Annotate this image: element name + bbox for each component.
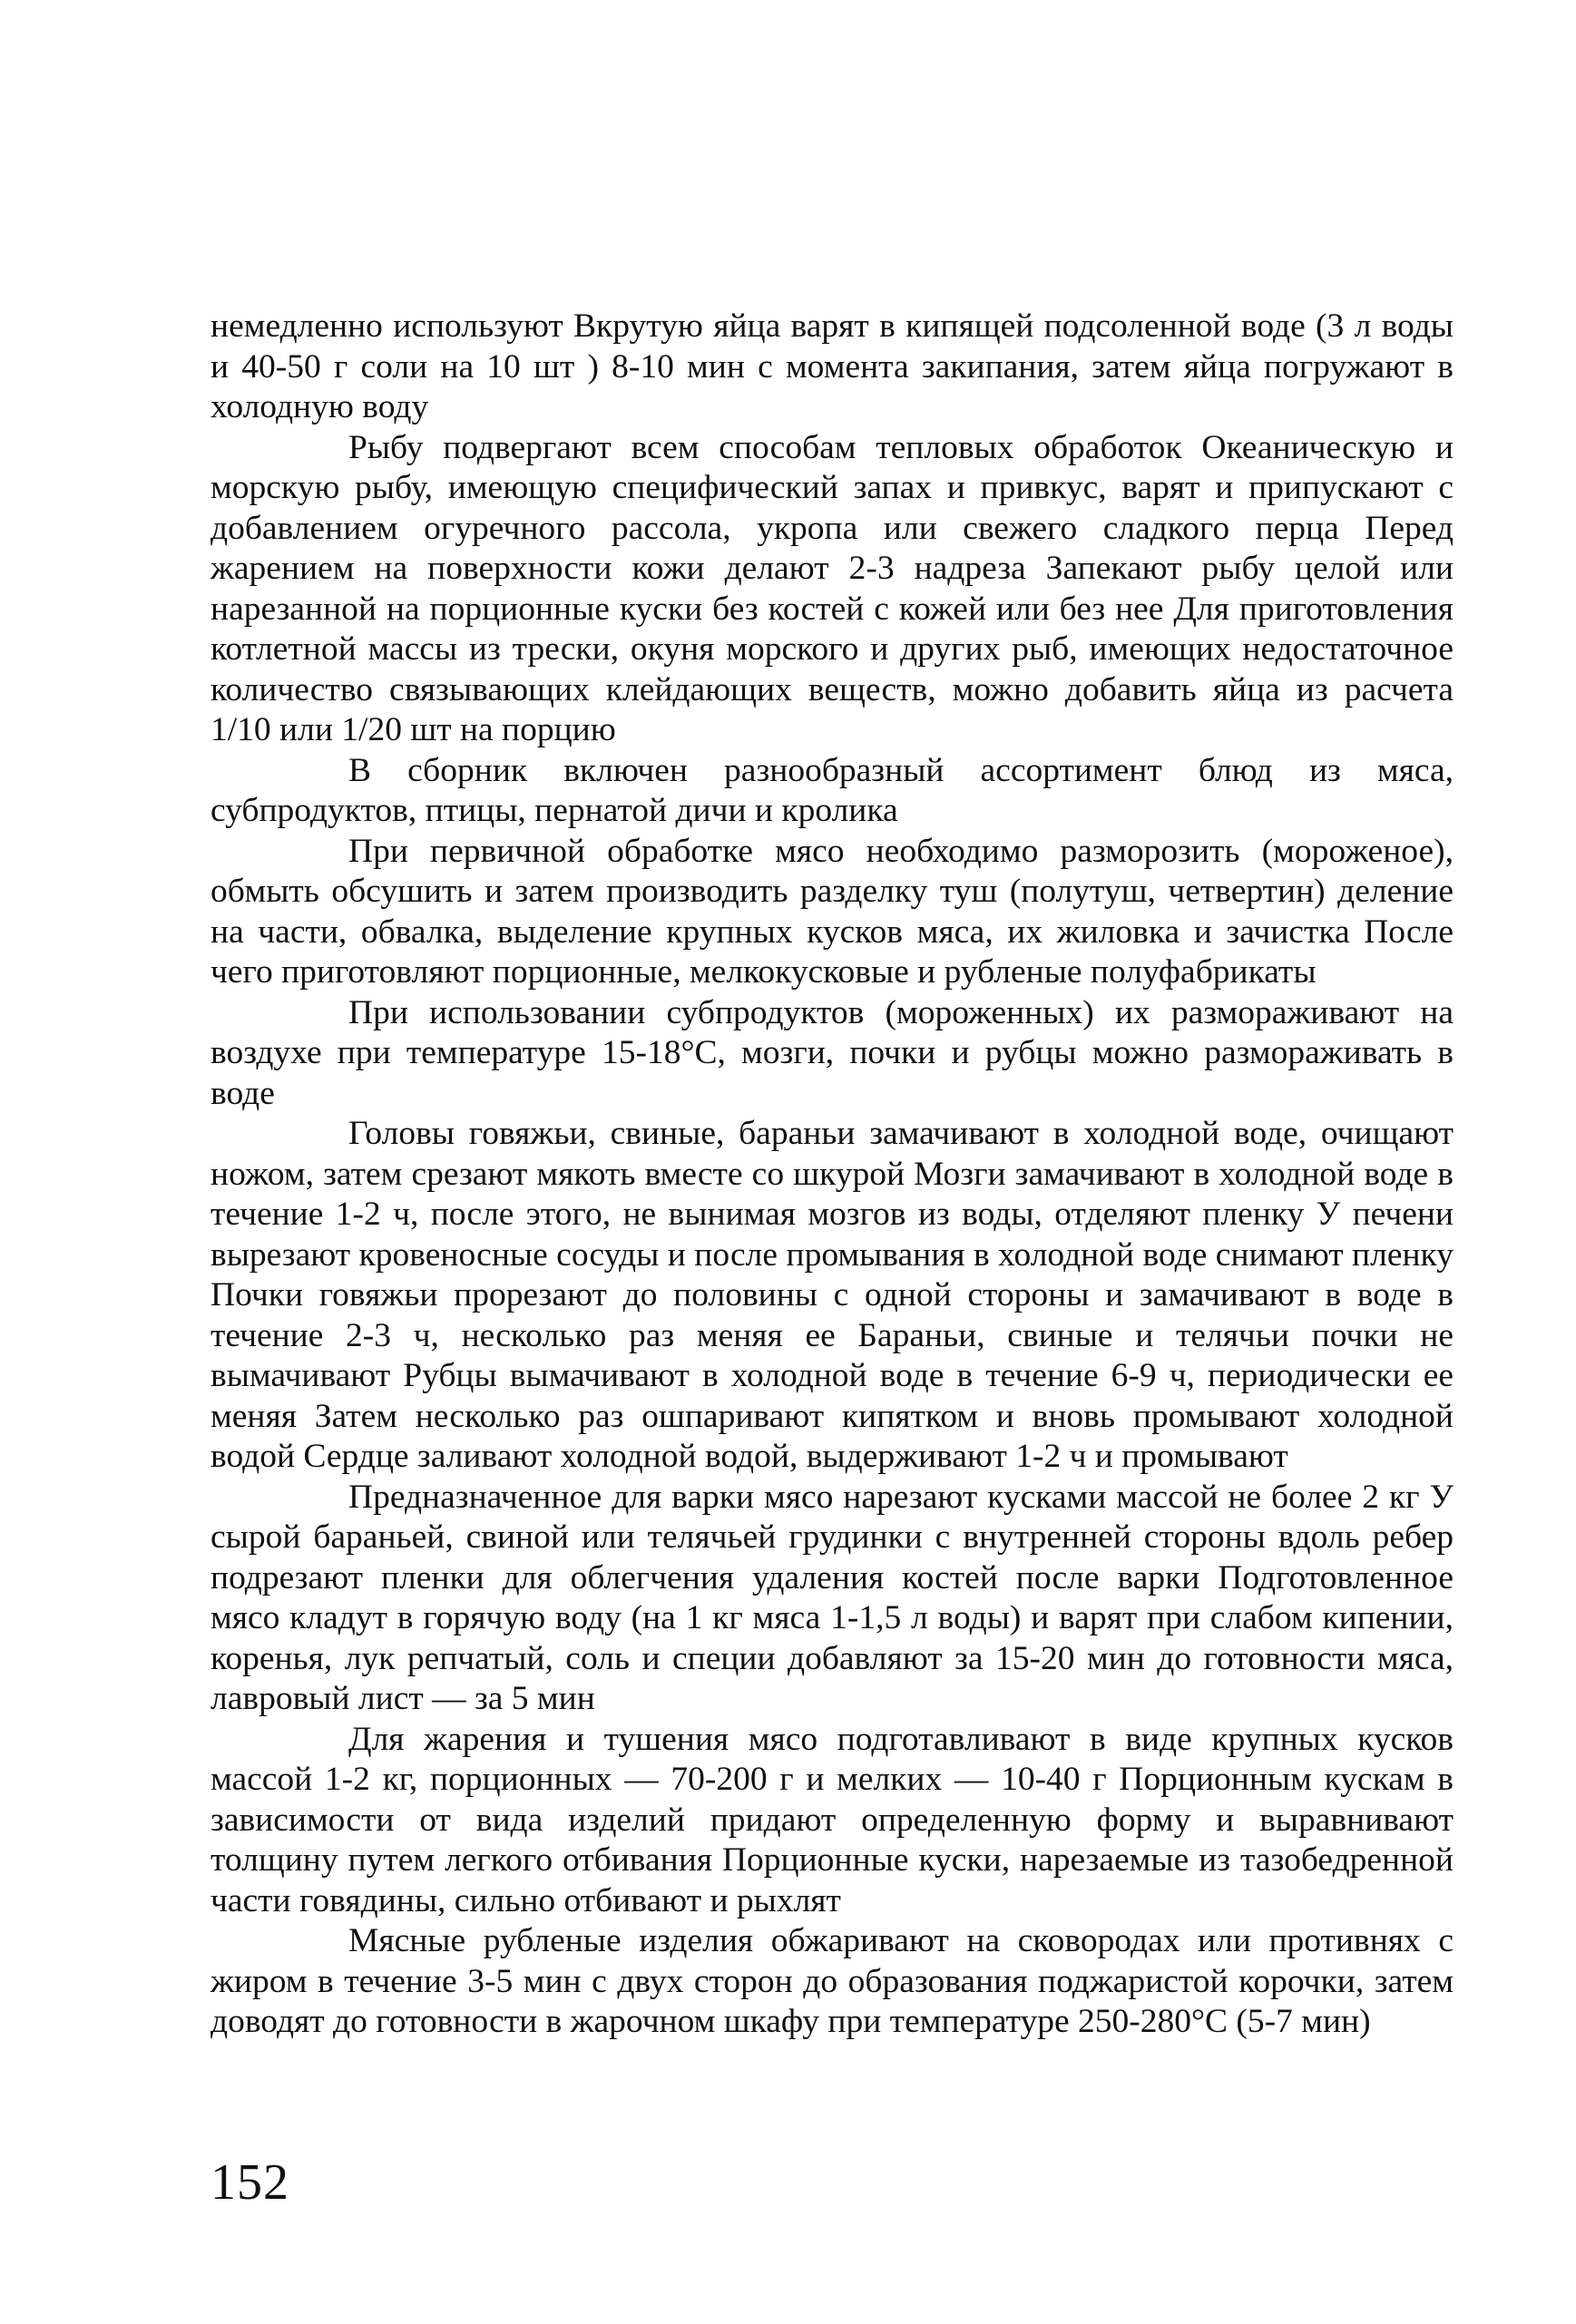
paragraph: Головы говяжьи, свиные, бараньи замачивают в холодной воде, очищают ножом, затем срезают мякоть вместе со шкурой Мозги замачивают в холодной воде в течение 1-2 ч, после этого, не вынимая мозгов из воды, отделяют пленку У печени вырезают кровеносные сосуды и после промывания в холодной воде снимают пленку Почки говяжьи прорезают до половины с одной стороны и замачивают в воде в течение 2-3 ч, несколько раз меняя ее Бараньи, свиные и телячьи почки не вымачивают Рубцы вымачивают в холодной воде в течение 6-9 ч, периодически ее меняя Затем несколько раз ошпаривают кипятком и вновь промывают холодной водой Сердце заливают холодной водой, выдерживают 1-2 ч и промывают xyxy=(210,1115,1454,1475)
paragraph: При использовании субпродуктов (мороженных) их размораживают на воздухе при температуре 15-18°С, мозги, почки и рубцы можно размораживать в воде xyxy=(210,993,1454,1112)
paragraph: немедленно используют Вкрутую яйца варят в кипящей подсоленной воде (3 л воды и 40-50 г соли на 10 шт ) 8-10 мин с момента закипания, затем яйца погружают в холодную воду xyxy=(210,308,1454,425)
paragraph: При первичной обработке мясо необходимо разморозить (мороженое), обмыть обсушить и затем производить разделку туш (полутуш, четвертин) деление на части, обвалка, выделение крупных кусков мяса, их жиловка и зачистка После чего приготовляют порционные, мелкокусковые и рубленые полуфабрикаты xyxy=(210,832,1454,991)
paragraph: Рыбу подвергают всем способам тепловых обработок Океаническую и морскую рыбу, имеющую специфический запах и привкус, варят и припускают с добавлением огуречного рассола, укропа или свежего сладкого перца Перед жарением на поверхности кожи делают 2-3 надреза Запекают рыбу целой или нарезанной на порционные куски без костей с кожей или без нее Для приготовления котлетной массы из трески, окуня морского и других рыб, имеющих недостаточное количество связывающих клейдающих веществ, можно добавить яйца из расчета 1/10 или 1/20 шт на порцию xyxy=(210,428,1454,748)
paragraph: Для жарения и тушения мясо подготавливают в виде крупных кусков массой 1-2 кг, порционных — 70-200 г и мелких — 10-40 г Порционным кускам в зависимости от вида изделий придают определенную форму и выравнивают толщину путем легкого отбивания Порционные куски, нарезаемые из тазобедренной части говядины, сильно отбивают и рыхлят xyxy=(210,1720,1454,1919)
paragraph: Мясные рубленые изделия обжаривают на сковородах или противнях с жиром в течение 3-5 мин с двух сторон до образования поджаристой корочки, затем доводят до готовности в жарочном шкафу при температуре 250-280°С (5-7 мин) xyxy=(210,1922,1454,2040)
paragraph: В сборник включен разнообразный ассортимент блюд из мяса, субпродуктов, птицы, пернатой дичи и кролика xyxy=(210,751,1454,829)
paragraph: Предназначенное для варки мясо нарезают кусками массой не более 2 кг У сырой бараньей, свиной или телячьей грудинки с внутренней стороны вдоль ребер подрезают пленки для облегчения удаления костей после варки Подготовленное мясо кладут в горячую воду (на 1 кг мяса 1-1,5 л воды) и варят при слабом кипении, коренья, лук репчатый, соль и специи добавляют за 15-20 мин до готовности мяса, лавровый лист — за 5 мин xyxy=(210,1478,1454,1717)
body-text xyxy=(210,307,1454,2043)
page-number: 152 xyxy=(210,2154,289,2211)
